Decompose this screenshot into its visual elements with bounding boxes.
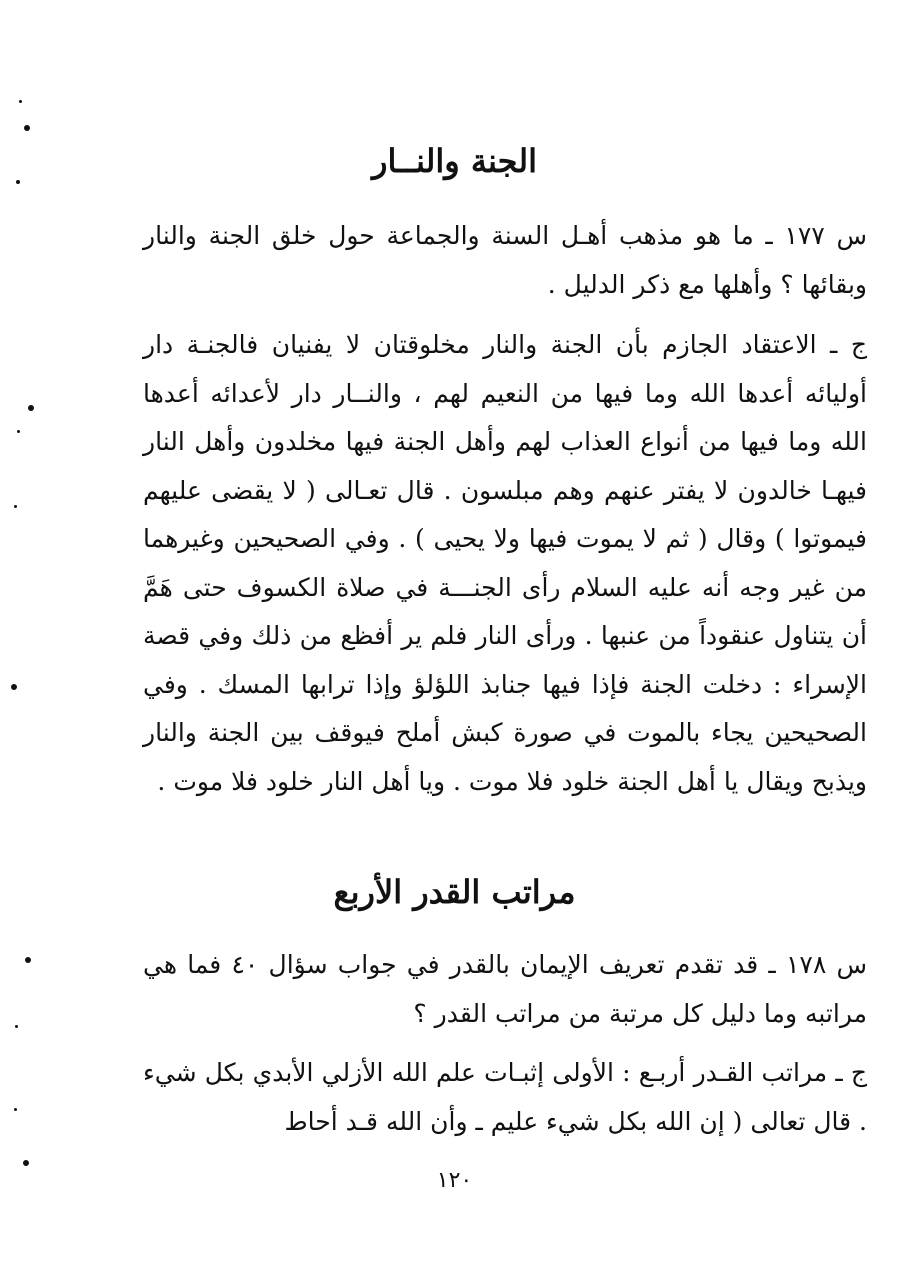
section-title-paradise-fire: الجنة والنــار — [372, 142, 537, 180]
margin-speck — [15, 1025, 18, 1028]
margin-speck — [11, 684, 17, 690]
margin-speck — [14, 505, 17, 508]
margin-speck — [28, 405, 34, 411]
margin-speck — [16, 180, 20, 184]
answer-178: ج ـ مراتب القـدر أربـع : الأولى إثبـات علم الله الأزلي الأبدي بكل شيء . قال تعالى ( إن الله بكل شيء عليم ـ وأن الله قـد أحاط — [143, 1058, 867, 1136]
margin-speck — [25, 957, 31, 963]
answer-177: ج ـ الاعتقاد الجازم بأن الجنة والنار مخلوقتان لا يفنيان فالجنـة دار أوليائه أعدها الله وما فيها من النعيم لهم ، والنــار دار لأعدائه أعدها الله وما فيها من أنواع العذاب لهم وأهل الجنة فيها مخلدون وأهل النار فيهـا خالدون لا يفتر عنهم وهم مبلسون . قال تعـالى ( لا يقضى عليهم فيموتوا ) وقال ( ثم لا يموت فيها ولا يحيى ) . وفي الصحيحين وغيرهما من غير وجه أنه عليه السلام رأى الجنـــة في صلاة الكسوف حتى هَمَّ أن يتناول عنقوداً من عنبها . ورأى النار فلم ير أفظع من ذلك وفي قصة الإسراء : دخلت الجنة فإذا فيها جنابذ اللؤلؤ وإذا ترابها المسك . وفي الصحيحين يجاء بالموت في صورة كبش أملح فيوقف بين الجنة والنار ويذبح ويقال يا أهل الجنة خلود فلا موت . ويا أهل النار خلود فلا موت . — [143, 330, 867, 796]
margin-speck — [17, 430, 20, 433]
margin-speck — [23, 1160, 29, 1166]
question-177: س ١٧٧ ـ ما هو مذهب أهـل السنة والجماعة حول خلق الجنة والنار وبقائها ؟ وأهلها مع ذكر الدليل . — [143, 221, 867, 299]
question-178: س ١٧٨ ـ قد تقدم تعريف الإيمان بالقدر في جواب سؤال ٤٠ فما هي مراتبه وما دليل كل مرتبة من مراتب القدر ؟ — [143, 950, 867, 1028]
margin-speck — [24, 125, 30, 131]
margin-speck — [14, 1108, 17, 1111]
section-title-decree-levels: مراتب القدر الأربع — [333, 873, 576, 911]
margin-speck — [19, 100, 22, 103]
page-number: ١٢٠ — [436, 1168, 473, 1193]
